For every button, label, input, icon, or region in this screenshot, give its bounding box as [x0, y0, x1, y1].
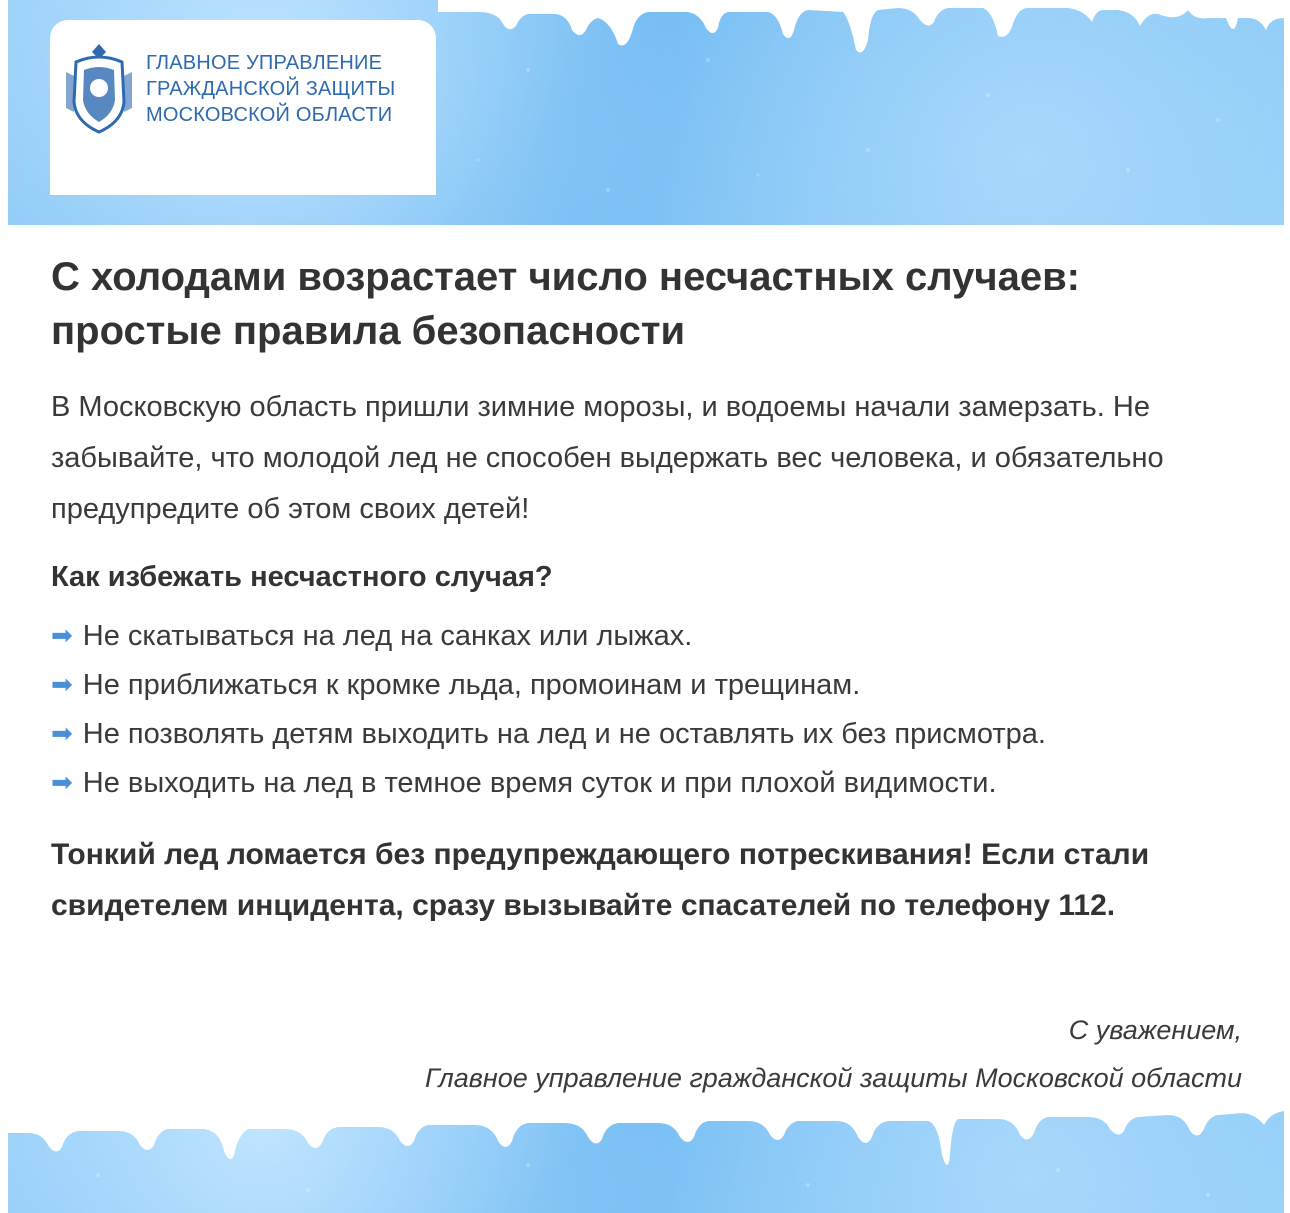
rule-text: Не приближаться к кромке льда, промоинам и трещинам.: [82, 669, 861, 701]
rule-text: Не выходить на лед в темное время суток и при плохой видимости.: [82, 767, 997, 799]
footer-frost-banner: [8, 1095, 1284, 1213]
warning-paragraph: Тонкий лед ломается без предупреждающего потрескивания! Если стали свидетелем инцидента, сразу вызывайте спасателей по телефону 112.: [51, 838, 1150, 922]
list-item: [51, 660, 1251, 709]
list-item: [51, 709, 1251, 758]
signature: [425, 1006, 1242, 1102]
logo-card: [50, 20, 436, 195]
arrow-right-icon: ➡: [51, 767, 73, 797]
logo-line-2: ГРАЖДАНСКОЙ ЗАЩИТЫ: [146, 78, 396, 100]
rules-heading: Как избежать несчастного случая?: [51, 561, 553, 593]
letter: [8, 0, 1284, 1213]
signature-greeting: С уважением,: [1068, 1015, 1242, 1045]
intro-paragraph: В Московскую область пришли зимние морозы, и водоемы начали замерзать. Не забывайте, что молодой лед не способен выдержать вес человека, и обязательно предупредите об этом своих детей!: [51, 391, 1164, 525]
arrow-right-icon: ➡: [51, 669, 73, 699]
rules-list: [51, 611, 1251, 807]
rule-text: Не скатываться на лед на санках или лыжах.: [82, 620, 693, 652]
rule-text: Не позволять детям выходить на лед и не оставлять их без присмотра.: [82, 718, 1046, 750]
logo-card-ice-edge: [50, 160, 436, 195]
coat-of-arms-icon: [64, 42, 134, 134]
logo-line-1: ГЛАВНОЕ УПРАВЛЕНИЕ: [146, 52, 383, 74]
logo-title: [146, 50, 395, 128]
list-item: [51, 611, 1251, 660]
page-title: С холодами возрастает число несчастных случаев: простые правила безопасности: [51, 255, 1081, 353]
signature-sender: Главное управление гражданской защиты Московской области: [425, 1063, 1242, 1093]
letter-body: [51, 250, 1251, 931]
arrow-right-icon: ➡: [51, 620, 73, 650]
arrow-right-icon: ➡: [51, 718, 73, 748]
frost-texture: [8, 1095, 1284, 1213]
list-item: [51, 758, 1251, 807]
logo-line-3: МОСКОВСКОЙ ОБЛАСТИ: [146, 104, 393, 126]
header-frost-banner: [8, 0, 1284, 225]
